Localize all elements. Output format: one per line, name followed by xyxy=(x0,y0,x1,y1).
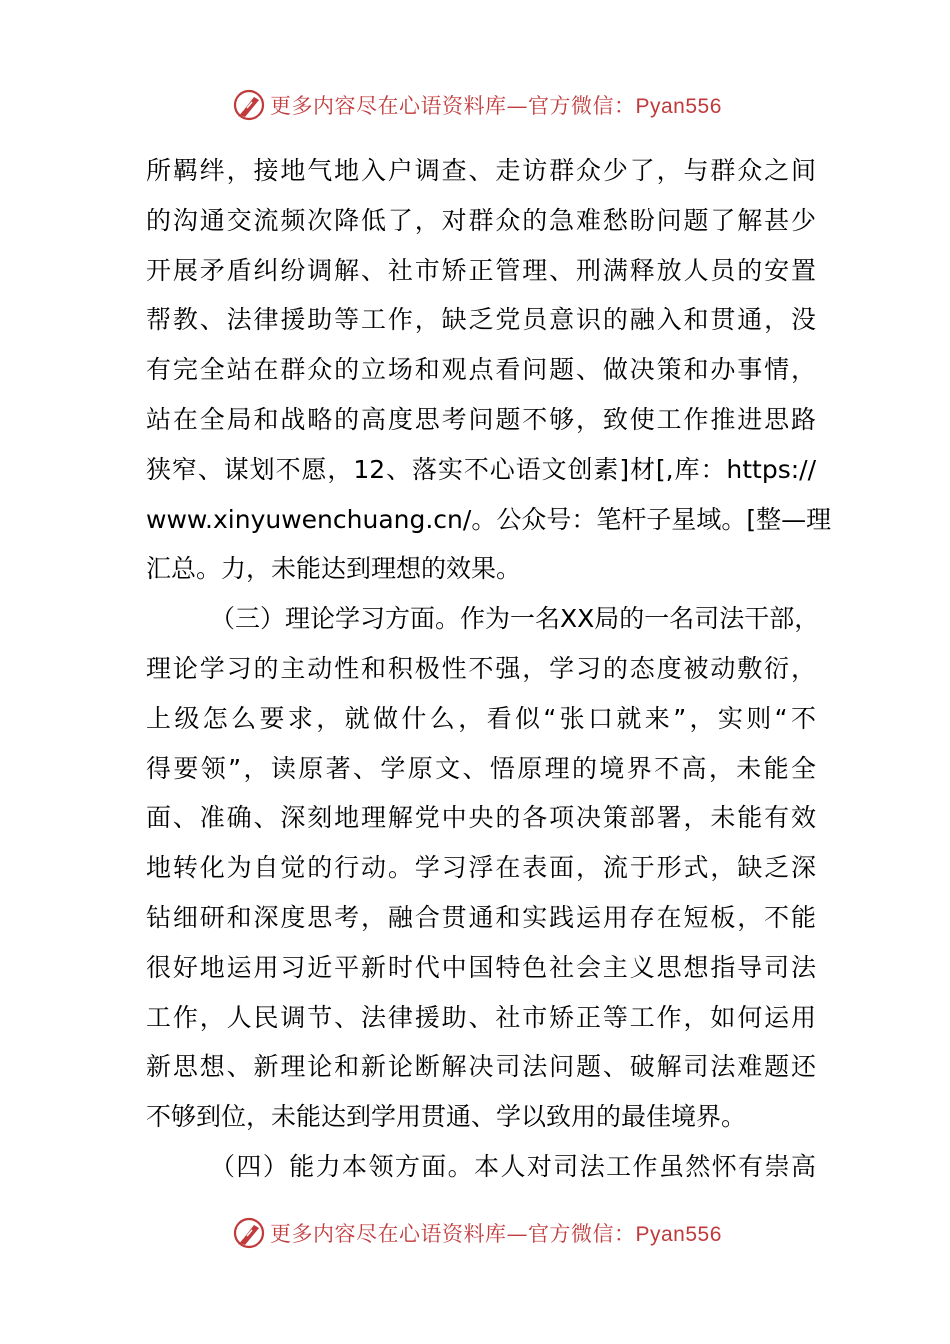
pen-nib-logo xyxy=(232,1216,266,1250)
section-heading-3: （三）理论学习方面。作为一名XX局的一名司法干部， xyxy=(210,604,820,634)
text-line: 汇总。力，未能达到理想的效果。 xyxy=(146,554,522,584)
banner-text xyxy=(270,90,722,120)
section-heading-4: （四）能力本领方面。本人对司法工作虽然怀有崇高 xyxy=(210,1151,816,1181)
text-line: 理论学习的主动性和积极性不强，学习的态度被动敷衍， xyxy=(146,653,816,683)
pen-nib-logo xyxy=(232,88,266,122)
text-line: 地转化为自觉的行动。学习浮在表面，流于形式，缺乏深 xyxy=(146,853,816,883)
header-banner xyxy=(0,84,950,124)
text-line: 有完全站在群众的立场和观点看问题、做决策和办事情， xyxy=(146,355,816,385)
wechat-id: Pyan556 xyxy=(635,95,722,118)
text-line: 很好地运用习近平新时代中国特色社会主义思想指导司法 xyxy=(146,952,816,982)
banner-slogan: 更多内容尽在心语资料库—官方微信： xyxy=(270,94,636,118)
text-line: 钻细研和深度思考，融合贯通和实践运用存在短板，不能 xyxy=(146,902,816,932)
text-line: 不够到位，未能达到学用贯通、学以致用的最佳境界。 xyxy=(146,1102,747,1132)
text-line: 面、准确、深刻地理解党中央的各项决策部署，未能有效 xyxy=(146,803,816,833)
document-body xyxy=(146,146,832,1192)
text-line: 上级怎么要求，就做什么，看似“张口就来”，实则“不 xyxy=(146,703,816,733)
text-line: 新思想、新理论和新论断解决司法问题、破解司法难题还 xyxy=(146,1052,816,1082)
banner-text xyxy=(270,1218,722,1248)
text-line: 所羁绊，接地气地入户调查、走访群众少了，与群众之间 xyxy=(146,156,816,185)
text-line: 的沟通交流频次降低了，对群众的急难愁盼问题了解甚少 xyxy=(146,205,816,235)
text-line: 站在全局和战略的高度思考问题不够，致使工作推进思路 xyxy=(146,404,816,434)
text-line: 工作，人民调节、法律援助、社市矫正等工作，如何运用 xyxy=(146,1002,816,1032)
text-line: 帮教、法律援助等工作，缺乏党员意识的融入和贯通，没 xyxy=(146,305,816,335)
footer-banner xyxy=(0,1212,950,1252)
banner-slogan: 更多内容尽在心语资料库—官方微信： xyxy=(270,1222,636,1246)
text-line: 开展矛盾纠纷调解、社市矫正管理、刑满释放人员的安置 xyxy=(146,255,816,285)
text-line: 得要领”，读原著、学原文、悟原理的境界不高，未能全 xyxy=(146,753,816,783)
text-line: www.xinyuwenchuang.cn/。公众号：笔杆子星域。[整—理 xyxy=(146,504,832,534)
wechat-id: Pyan556 xyxy=(635,1223,722,1246)
text-line: 狭窄、谋划不愿，12、落实不心语文创素]材[,库：https:// xyxy=(146,454,816,484)
